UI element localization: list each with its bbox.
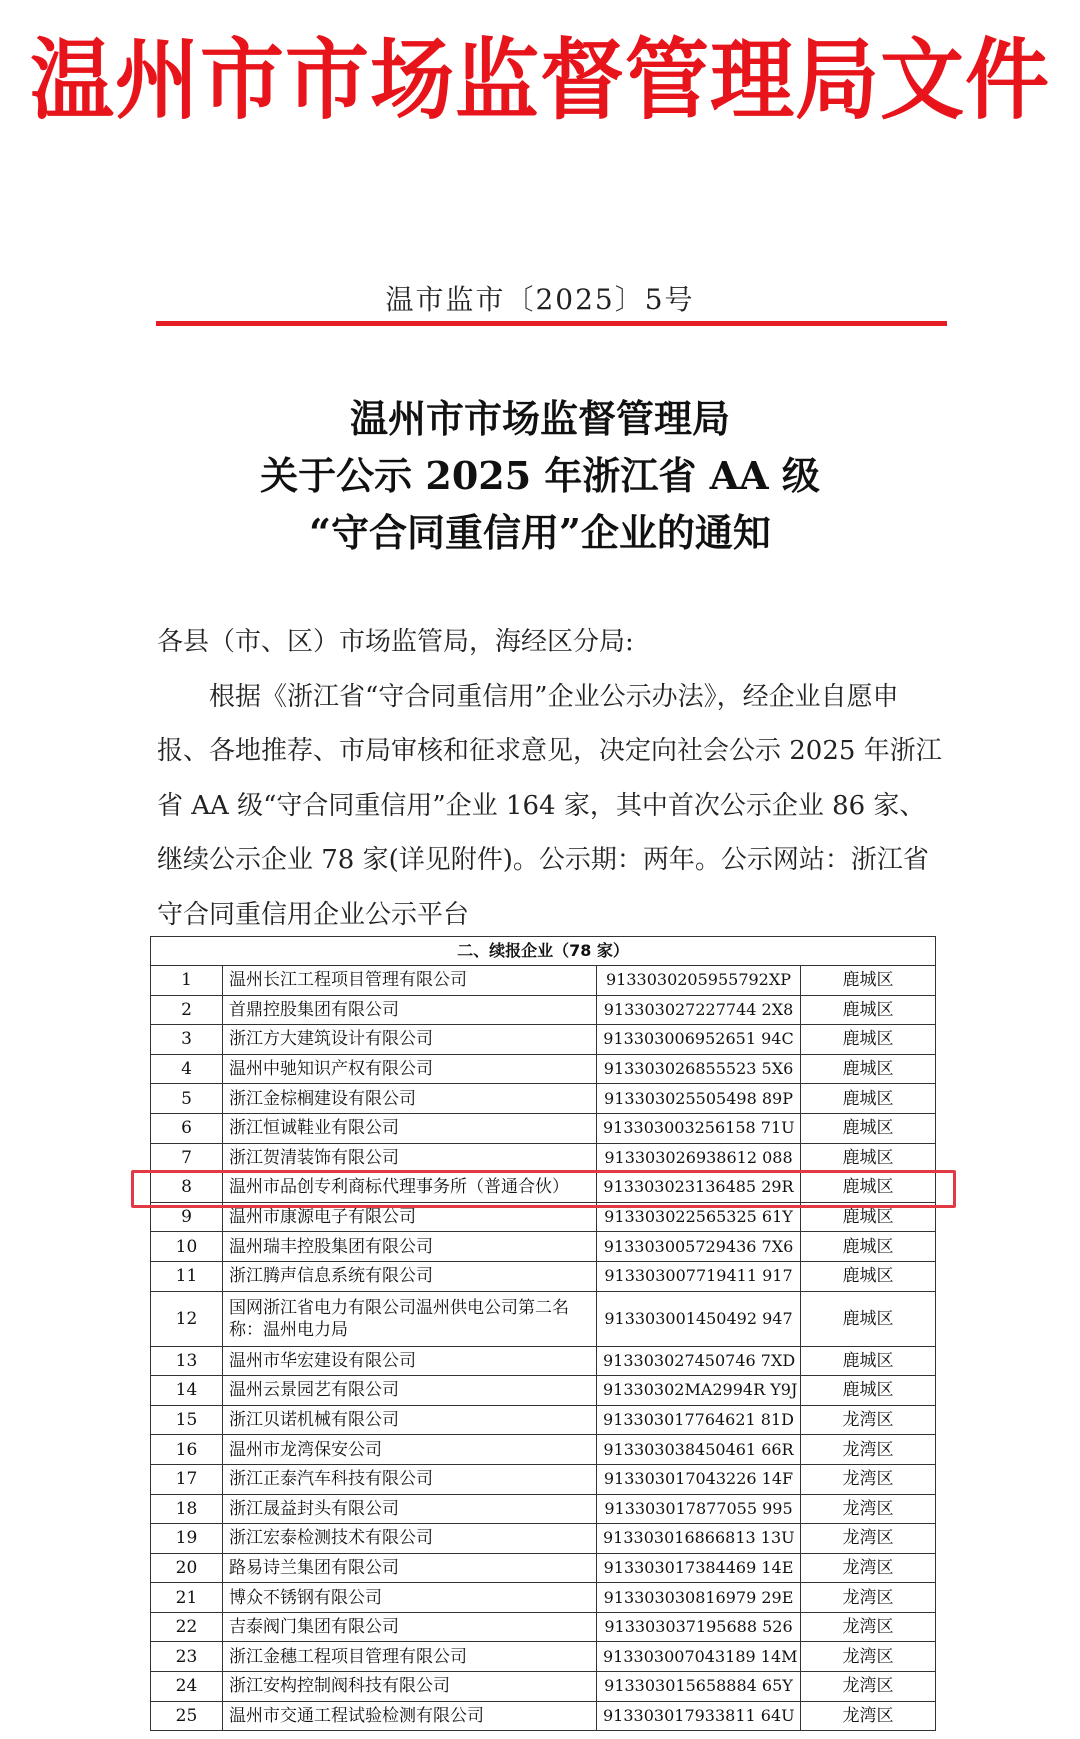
credit-code: 913303026938612 088 <box>597 1143 801 1173</box>
salutation: 各县（市、区）市场监管局，海经区分局: <box>157 627 634 657</box>
row-number: 16 <box>151 1435 223 1465</box>
document-number: 温市监市〔2025〕5号 <box>385 283 695 316</box>
notice-body <box>157 615 947 942</box>
company-name: 温州中驰知识产权有限公司 <box>223 1054 597 1084</box>
company-name: 浙江贝诺机械有限公司 <box>223 1405 597 1435</box>
company-name: 浙江恒诚鞋业有限公司 <box>223 1113 597 1143</box>
credit-code: 913303007043189 14M <box>597 1642 801 1672</box>
document-masthead: 温州市市场监督管理局文件 <box>29 28 1050 132</box>
notice-title-line-2: 关于公示 2025 年浙江省 AA 级 <box>260 453 820 498</box>
row-number: 19 <box>151 1524 223 1554</box>
district: 鹿城区 <box>801 1143 936 1173</box>
row-number: 15 <box>151 1405 223 1435</box>
notice-title <box>0 390 1080 561</box>
district: 鹿城区 <box>801 1261 936 1291</box>
company-name: 浙江安构控制阀科技有限公司 <box>223 1672 597 1702</box>
credit-code: 913303030816979 29E <box>597 1583 801 1613</box>
table-row <box>151 1464 936 1494</box>
company-name: 国网浙江省电力有限公司温州供电公司第二名称：温州电力局 <box>223 1291 597 1346</box>
company-name: 浙江贺清装饰有限公司 <box>223 1143 597 1173</box>
company-name: 温州长江工程项目管理有限公司 <box>223 966 597 996</box>
enterprise-table-container <box>150 936 935 1731</box>
enterprise-table <box>150 936 936 1731</box>
row-number: 8 <box>151 1173 223 1203</box>
district: 鹿城区 <box>801 995 936 1025</box>
table-row <box>151 1291 936 1346</box>
row-number: 17 <box>151 1464 223 1494</box>
credit-code: 913303027227744 2X8 <box>597 995 801 1025</box>
row-number: 24 <box>151 1672 223 1702</box>
row-number: 3 <box>151 1025 223 1055</box>
table-row <box>151 1642 936 1672</box>
district: 龙湾区 <box>801 1435 936 1465</box>
district: 龙湾区 <box>801 1583 936 1613</box>
district: 鹿城区 <box>801 1054 936 1084</box>
row-number: 18 <box>151 1494 223 1524</box>
district: 鹿城区 <box>801 1202 936 1232</box>
row-number: 25 <box>151 1701 223 1731</box>
district: 龙湾区 <box>801 1553 936 1583</box>
credit-code: 913303001450492 947 <box>597 1291 801 1346</box>
credit-code: 913303007719411 917 <box>597 1261 801 1291</box>
table-row <box>151 1435 936 1465</box>
row-number: 22 <box>151 1612 223 1642</box>
table-row <box>151 1376 936 1406</box>
notice-title-line-1: 温州市市场监督管理局 <box>349 396 730 441</box>
row-number: 14 <box>151 1376 223 1406</box>
credit-code: 913303017933811 64U <box>597 1701 801 1731</box>
credit-code: 913303003256158 71U <box>597 1113 801 1143</box>
credit-code: 913303006952651 94C <box>597 1025 801 1055</box>
credit-code: 913303016866813 13U <box>597 1524 801 1554</box>
table-row <box>151 1143 936 1173</box>
district: 龙湾区 <box>801 1701 936 1731</box>
district: 龙湾区 <box>801 1642 936 1672</box>
credit-code: 913303017877055 995 <box>597 1494 801 1524</box>
row-number: 21 <box>151 1583 223 1613</box>
district: 鹿城区 <box>801 1173 936 1203</box>
company-name: 浙江正泰汽车科技有限公司 <box>223 1464 597 1494</box>
table-row <box>151 1232 936 1262</box>
table-row <box>151 966 936 996</box>
credit-code: 913303038450461 66R <box>597 1435 801 1465</box>
table-row <box>151 1025 936 1055</box>
district: 鹿城区 <box>801 966 936 996</box>
row-number: 13 <box>151 1346 223 1376</box>
body-paragraph: 根据《浙江省“守合同重信用”企业公示办法》，经企业自愿申报、各地推荐、市局审核和征求意见，决定向社会公示 2025 年浙江省 AA 级“守合同重信用”企业 164 家，其中首次公示企业 86 家、继续公示企业 78 家(详见附件)。公示期：两年。公示网站：浙江省守合同重信用企业公示平台 <box>157 681 942 930</box>
row-number: 2 <box>151 995 223 1025</box>
district: 龙湾区 <box>801 1464 936 1494</box>
table-row <box>151 1553 936 1583</box>
table-row <box>151 1524 936 1554</box>
table-row <box>151 1672 936 1702</box>
district: 龙湾区 <box>801 1494 936 1524</box>
row-number: 7 <box>151 1143 223 1173</box>
credit-code: 913303017043226 14F <box>597 1464 801 1494</box>
district: 鹿城区 <box>801 1025 936 1055</box>
district: 鹿城区 <box>801 1291 936 1346</box>
company-name: 温州市交通工程试验检测有限公司 <box>223 1701 597 1731</box>
company-name: 温州云景园艺有限公司 <box>223 1376 597 1406</box>
district: 鹿城区 <box>801 1113 936 1143</box>
table-row <box>151 1261 936 1291</box>
table-row <box>151 1701 936 1731</box>
credit-code: 913303017764621 81D <box>597 1405 801 1435</box>
credit-code: 913303005729436 7X6 <box>597 1232 801 1262</box>
company-name: 路易诗兰集团有限公司 <box>223 1553 597 1583</box>
credit-code: 913303017384469 14E <box>597 1553 801 1583</box>
row-number: 23 <box>151 1642 223 1672</box>
company-name: 浙江晟益封头有限公司 <box>223 1494 597 1524</box>
credit-code: 913303037195688 526 <box>597 1612 801 1642</box>
row-number: 4 <box>151 1054 223 1084</box>
district: 鹿城区 <box>801 1376 936 1406</box>
credit-code: 913303022565325 61Y <box>597 1202 801 1232</box>
credit-code: 913303027450746 7XD <box>597 1346 801 1376</box>
company-name: 温州市康源电子有限公司 <box>223 1202 597 1232</box>
district: 鹿城区 <box>801 1346 936 1376</box>
table-row <box>151 1405 936 1435</box>
credit-code: 913303023136485 29R <box>597 1173 801 1203</box>
table-row <box>151 1202 936 1232</box>
credit-code: 913303025505498 89P <box>597 1084 801 1114</box>
company-name: 吉泰阀门集团有限公司 <box>223 1612 597 1642</box>
credit-code: 91330302MA2994R Y9J <box>597 1376 801 1406</box>
company-name: 温州瑞丰控股集团有限公司 <box>223 1232 597 1262</box>
district: 龙湾区 <box>801 1612 936 1642</box>
table-row <box>151 1612 936 1642</box>
section-title: 二、续报企业（78 家） <box>151 937 936 966</box>
table-row <box>151 1084 936 1114</box>
row-number: 11 <box>151 1261 223 1291</box>
company-name: 首鼎控股集团有限公司 <box>223 995 597 1025</box>
table-row <box>151 1346 936 1376</box>
table-row <box>151 1113 936 1143</box>
credit-code: 91330302059557‌92XP <box>597 966 801 996</box>
company-name: 浙江腾声信息系统有限公司 <box>223 1261 597 1291</box>
table-row <box>151 1583 936 1613</box>
credit-code: 913303015658884 65Y <box>597 1672 801 1702</box>
company-name: 温州市龙湾保安公司 <box>223 1435 597 1465</box>
table-section-header <box>151 937 936 966</box>
notice-title-line-3: “守合同重信用”企业的通知 <box>309 510 771 555</box>
district: 龙湾区 <box>801 1524 936 1554</box>
district: 鹿城区 <box>801 1084 936 1114</box>
row-number: 20 <box>151 1553 223 1583</box>
row-number: 9 <box>151 1202 223 1232</box>
table-row <box>151 995 936 1025</box>
row-number: 10 <box>151 1232 223 1262</box>
company-name: 博众不锈钢有限公司 <box>223 1583 597 1613</box>
company-name: 温州市华宏建设有限公司 <box>223 1346 597 1376</box>
credit-code: 913303026855523 5X6 <box>597 1054 801 1084</box>
district: 鹿城区 <box>801 1232 936 1262</box>
table-row <box>151 1054 936 1084</box>
row-number: 12 <box>151 1291 223 1346</box>
company-name: 浙江金穗工程项目管理有限公司 <box>223 1642 597 1672</box>
table-row <box>151 1173 936 1203</box>
district: 龙湾区 <box>801 1672 936 1702</box>
row-number: 1 <box>151 966 223 996</box>
row-number: 5 <box>151 1084 223 1114</box>
company-name: 温州市品创专利商标代理事务所（普通合伙） <box>223 1173 597 1203</box>
company-name: 浙江宏泰检测技术有限公司 <box>223 1524 597 1554</box>
company-name: 浙江方大建筑设计有限公司 <box>223 1025 597 1055</box>
row-number: 6 <box>151 1113 223 1143</box>
red-divider-line <box>156 321 947 326</box>
table-row <box>151 1494 936 1524</box>
district: 龙湾区 <box>801 1405 936 1435</box>
company-name: 浙江金棕榈建设有限公司 <box>223 1084 597 1114</box>
